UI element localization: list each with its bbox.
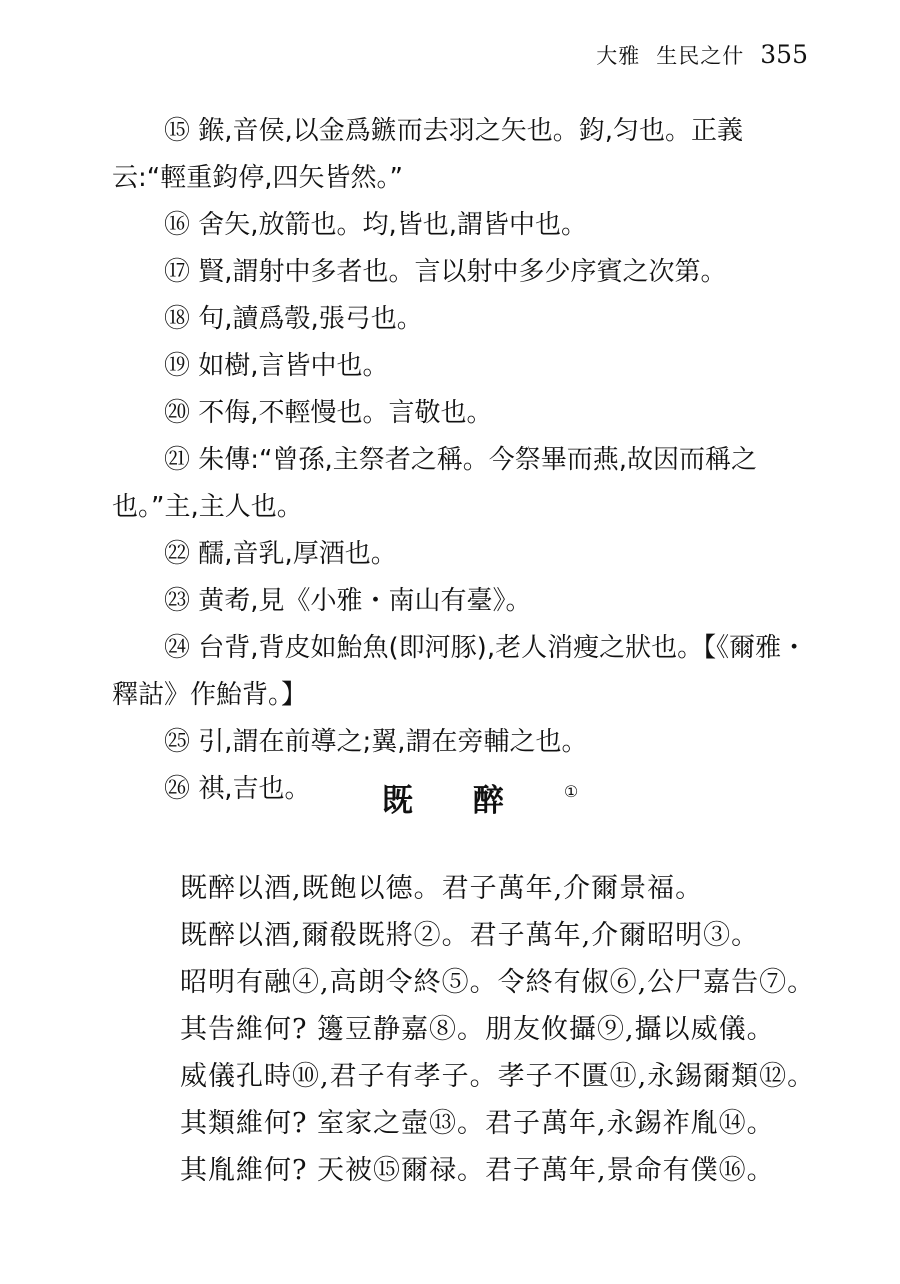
note-16: ⑯ 舍矢,放箭也。均,皆也,謂皆中也。 bbox=[164, 210, 588, 240]
poem-line-4: 其告維何? 籩豆静嘉⑧。朋友攸攝⑨,攝以威儀。 bbox=[180, 1014, 775, 1045]
poem-line-3: 昭明有融④,高朗令終⑤。令終有俶⑥,公尸嘉告⑦。 bbox=[180, 967, 816, 998]
note-18: ⑱ 句,讀爲彀,張弓也。 bbox=[164, 304, 423, 334]
note-20: ⑳ 不侮,不輕慢也。言敬也。 bbox=[164, 398, 493, 428]
poem-line-6: 其類維何? 室家之壼⑬。君子萬年,永錫祚胤⑭。 bbox=[180, 1108, 775, 1139]
poem-body bbox=[180, 865, 820, 1194]
note-25: ㉕ 引,謂在前導之;翼,謂在旁輔之也。 bbox=[164, 727, 588, 757]
note-19: ⑲ 如樹,言皆中也。 bbox=[164, 351, 389, 381]
header-section: 大雅 bbox=[596, 44, 641, 68]
running-header bbox=[596, 40, 808, 70]
note-24: ㉔ 台背,背皮如鮐魚(即河豚),老人消瘦之狀也。【《爾雅・釋詁》作鮐背。】 bbox=[112, 633, 808, 710]
poem-title bbox=[0, 775, 900, 820]
note-17: ⑰ 賢,謂射中多者也。言以射中多少序賓之次第。 bbox=[164, 257, 727, 287]
poem-title-text: 既醉 bbox=[381, 783, 564, 819]
poem-line-2: 既醉以酒,爾殽既將②。君子萬年,介爾昭明③。 bbox=[180, 920, 760, 951]
note-23: ㉓ 黄耇,見《小雅・南山有臺》。 bbox=[164, 586, 532, 616]
note-15: ⑮ 鍭,音侯,以金爲鏃而去羽之矢也。鈞,匀也。正義云:“輕重鈞停,四矢皆然。” bbox=[112, 116, 744, 193]
poem-line-1: 既醉以酒,既飽以德。君子萬年,介爾景福。 bbox=[180, 873, 704, 904]
page-number: 355 bbox=[760, 40, 808, 69]
note-21: ㉑ 朱傳:“曾孫,主祭者之稱。今祭畢而燕,故因而稱之也。”主,主人也。 bbox=[112, 445, 758, 522]
footnotes-section bbox=[112, 108, 812, 813]
poem-line-7: 其胤維何? 天被⑮爾禄。君子萬年,景命有僕⑯。 bbox=[180, 1155, 775, 1186]
header-subsection: 生民之什 bbox=[656, 44, 745, 68]
note-26: ㉖ 祺,吉也。 bbox=[164, 774, 311, 804]
poem-title-note-marker: ① bbox=[563, 782, 579, 801]
note-22: ㉒ 醹,音乳,厚酒也。 bbox=[164, 539, 397, 569]
poem-line-5: 威儀孔時⑩,君子有孝子。孝子不匱⑪,永錫爾類⑫。 bbox=[180, 1061, 816, 1092]
